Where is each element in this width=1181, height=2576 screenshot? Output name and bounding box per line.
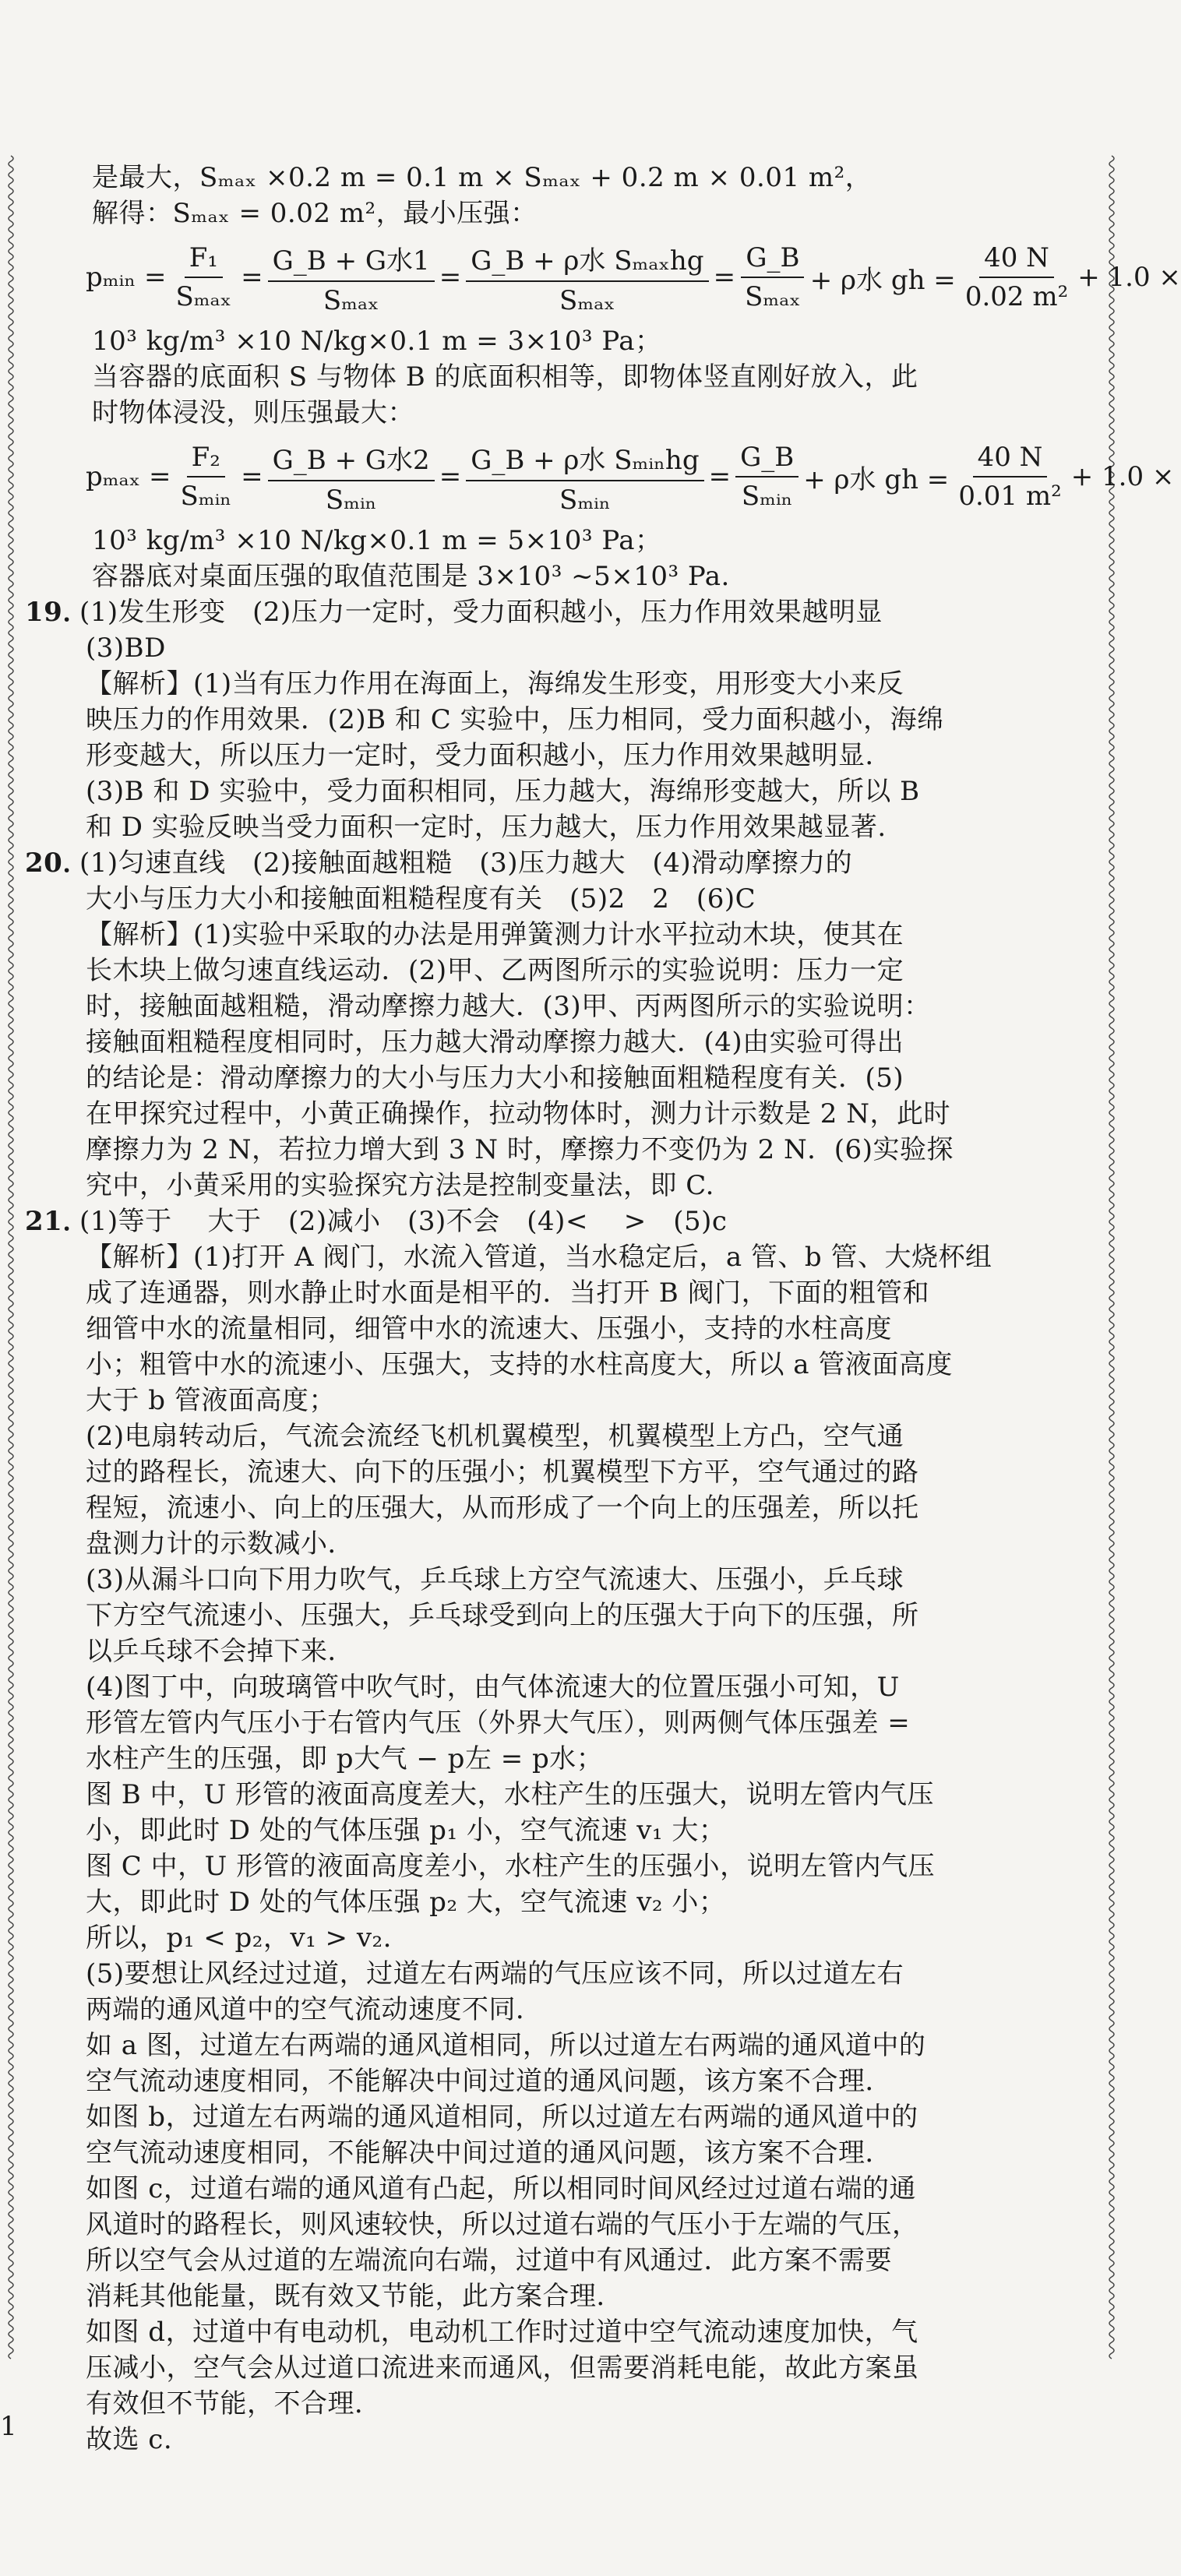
fraction xyxy=(466,439,703,516)
text-line: 解得：Sₘₐₓ = 0.02 m²，最小压强： xyxy=(92,198,538,229)
text-line: 图 B 中，U 形管的液面高度差大，水柱产生的压强大，说明左管内气压 xyxy=(86,1779,935,1810)
text-line: 图 C 中，U 形管的液面高度差小，水柱产生的压强小，说明左管内气压 xyxy=(86,1851,936,1882)
numerator: G_B + G水2 xyxy=(268,439,435,481)
numerator: G_B xyxy=(741,242,804,278)
text-line: 大于 b 管液面高度； xyxy=(86,1385,336,1416)
denominator: Sₘᵢₙ xyxy=(559,484,611,516)
answer-page xyxy=(25,160,1181,2458)
fraction xyxy=(961,242,1073,312)
denominator: Sₘₐₓ xyxy=(175,281,232,312)
formula-lhs: pₘₐₓ = xyxy=(86,461,171,492)
fraction xyxy=(466,239,708,316)
numerator: 40 N xyxy=(973,442,1048,477)
denominator: Sₘₐₓ xyxy=(745,281,801,312)
text-line: 有效但不节能，不合理． xyxy=(86,2388,382,2419)
text-line: 如图 b，过道左右两端的通风道相同，所以过道左右两端的通风道中的 xyxy=(86,2102,918,2133)
denominator: Sₘₐₓ xyxy=(323,284,379,316)
text-line: 的结论是：滑动摩擦力的大小与压力大小和接触面粗糙程度有关．(5) xyxy=(86,1062,904,1094)
numerator: 40 N xyxy=(979,242,1054,278)
text-line: 所以，p₁ < p₂，v₁ > v₂. xyxy=(86,1922,392,1954)
fraction xyxy=(268,239,435,316)
text-line: 10³ kg/m³ ×10 N/kg×0.1 m = 3×10³ Pa； xyxy=(92,326,662,357)
text-line: 成了连通器，则水静止时水面是相平的．当打开 B 阀门，下面的粗管和 xyxy=(86,1277,930,1309)
text-line: 时物体浸没，则压强最大： xyxy=(92,397,414,428)
page-number: 1 xyxy=(0,2411,17,2442)
question-20 xyxy=(25,845,1075,1203)
text-line: 故选 c. xyxy=(86,2424,173,2455)
text-line: 空气流动速度相同，不能解决中间过道的通风问题，该方案不合理． xyxy=(86,2066,892,2097)
text-line: 细管中水的流量相同，细管中水的流速大、压强小，支持的水柱高度 xyxy=(86,1313,892,1344)
text-line: (2)电扇转动后，气流会流经飞机机翼模型，机翼模型上方凸，空气通 xyxy=(86,1421,904,1452)
answer-text: (1)匀速直线 (2)接触面越粗糙 (3)压力越大 (4)滑动摩擦力的 xyxy=(79,848,853,879)
text-line: 形管左管内气压小于右管内气压（外界大气压），则两侧气体压强差 = xyxy=(86,1707,911,1739)
formula-lhs: pₘᵢₙ = xyxy=(86,262,167,293)
denominator: Sₘᵢₙ xyxy=(741,481,793,512)
question-first-line xyxy=(25,594,1075,630)
text-line: 10³ kg/m³ ×10 N/kg×0.1 m = 5×10³ Pa； xyxy=(92,525,662,556)
numerator: G_B xyxy=(735,442,798,477)
left-wavy-border xyxy=(5,156,17,2352)
text-line: 是最大，Sₘₐₓ ×0.2 m = 0.1 m × Sₘₐₓ + 0.2 m × 0.01 m²， xyxy=(92,162,873,193)
text-line: 水柱产生的压强，即 p大气 − p左 = p水； xyxy=(86,1743,604,1774)
text-line: 消耗其他能量，既有效又节能，此方案合理． xyxy=(86,2281,623,2312)
fraction xyxy=(954,442,1066,512)
text-line: 时，接触面越粗糙，滑动摩擦力越大．(3)甲、丙两图所示的实验说明： xyxy=(86,991,931,1022)
formula-tail: + 1.0 × xyxy=(1070,461,1175,492)
question-number: 21． xyxy=(25,1206,90,1237)
fraction xyxy=(735,442,798,512)
text-line: 摩擦力为 2 N，若拉力增大到 3 N 时，摩擦力不变仍为 2 N．(6)实验探 xyxy=(86,1134,954,1165)
text-line: 小，即此时 D 处的气体压强 p₁ 小，空气流速 v₁ 大； xyxy=(86,1815,726,1846)
numerator: F₁ xyxy=(185,242,223,278)
formula-max-pressure: pₘₐₓ = $\frac{\text{F₂}}{\text{Sₘᵢₙ}}$ = $\frac{\text{G\_B + G水2}}{\text{Sₘᵢₙ}}$ = $\frac{\text{G\_B + ρ水 Sₘᵢₙhg}}{\text{Sₘᵢₙ}}$ = $\frac{G\_B}{\text{Sₘᵢₙ}}$ + ρ水 gh = $\frac{40 N}{\text{0.01 m²}}$ + 1.0 × xyxy=(86,431,1075,523)
fraction xyxy=(268,439,435,516)
question-number: 20． xyxy=(25,848,90,879)
text-line: 【解析】(1)当有压力作用在海面上，海绵发生形变，用形变大小来反 xyxy=(86,668,904,700)
numerator: F₂ xyxy=(187,442,225,477)
text-line: 映压力的作用效果．(2)B 和 C 实验中，压力相同，受力面积越小，海绵 xyxy=(86,704,944,735)
text-line: 究中，小黄采用的实验探究方法是控制变量法，即 C. xyxy=(86,1170,714,1201)
question-first-line xyxy=(25,845,1075,881)
formula-min-pressure: pₘᵢₙ = $\frac{\text{F₁}}{\text{Sₘₐₓ}}$ = $\frac{\text{G\_B + G水1}}{\text{Sₘₐₓ}}$ = $\frac{\text{G\_B + ρ水 Sₘₐₓhg}}{\text{Sₘₐₓ}}$ = $\frac{G\_B}{\text{Sₘₐₓ}}$ + ρ水 gh = $\frac{40 N}{\text{0.02 m²}}$ + 1.0 × xyxy=(86,231,1075,323)
text-line: 空气流动速度相同，不能解决中间过道的通风问题，该方案不合理． xyxy=(86,2137,892,2169)
numerator: G_B + ρ水 Sₘᵢₙhg xyxy=(466,439,703,481)
text-line: (3)从漏斗口向下用力吹气，乒乓球上方空气流速大、压强小，乒乓球 xyxy=(86,1564,904,1595)
answer-text: (1)发生形变 (2)压力一定时，受力面积越小，压力作用效果越明显 xyxy=(79,597,883,628)
denominator: 0.02 m² xyxy=(964,281,1069,312)
fraction xyxy=(175,442,236,512)
answer-text: (1)等于 大于 (2)减小 (3)不会 (4)< > (5)c xyxy=(79,1206,728,1237)
text-line: 如图 d，过道中有电动机，电动机工作时过道中空气流动速度加快，气 xyxy=(86,2317,918,2348)
text-line: 所以空气会从过道的左端流向右端，过道中有风通过．此方案不需要 xyxy=(86,2245,892,2276)
numerator: G_B + G水1 xyxy=(268,239,435,282)
text-line: 如图 c，过道右端的通风道有凸起，所以相同时间风经过过道右端的通 xyxy=(86,2173,916,2204)
text-line: 过的路程长，流速大、向下的压强小；机翼模型下方平，空气通过的路 xyxy=(86,1457,919,1488)
denominator: Sₘₐₓ xyxy=(559,284,615,316)
text-line: 当容器的底面积 S 与物体 B 的底面积相等，即物体竖直刚好放入，此 xyxy=(92,361,918,393)
text-line: (3)BD xyxy=(86,633,166,664)
text-line: 以乒乓球不会掉下来． xyxy=(86,1636,354,1667)
text-line: 【解析】(1)实验中采取的办法是用弹簧测力计水平拉动木块，使其在 xyxy=(86,919,904,950)
formula-tail: + 1.0 × xyxy=(1077,262,1181,293)
text-line: (3)B 和 D 实验中，受力面积相同，压力越大，海绵形变越大，所以 B xyxy=(86,776,920,807)
denominator: Sₘᵢₙ xyxy=(325,484,377,516)
text-line: 形变越大，所以压力一定时，受力面积越小，压力作用效果越明显． xyxy=(86,740,892,771)
text-line: (4)图丁中，向玻璃管中吹气时，由气体流速大的位置压强小可知，U xyxy=(86,1672,900,1703)
text-line: 接触面粗糙程度相同时，压力越大滑动摩擦力越大．(4)由实验可得出 xyxy=(86,1027,904,1058)
text-line: 如 a 图，过道左右两端的通风道相同，所以过道左右两端的通风道中的 xyxy=(86,2030,926,2061)
text-line: 和 D 实验反映当受力面积一定时，压力越大，压力作用效果越显著. xyxy=(86,812,887,843)
denominator: 0.01 m² xyxy=(958,481,1062,512)
text-line: 压减小，空气会从过道口流进来而通风，但需要消耗电能，故此方案虽 xyxy=(86,2352,919,2384)
question-number: 19． xyxy=(25,597,90,628)
text-line: 盘测力计的示数减小． xyxy=(86,1528,354,1559)
text-line: 长木块上做匀速直线运动．(2)甲、乙两图所示的实验说明：压力一定 xyxy=(86,955,904,986)
text-line: 在甲探究过程中，小黄正确操作，拉动物体时，测力计示数是 2 N，此时 xyxy=(86,1098,950,1129)
fraction xyxy=(740,242,806,312)
text-line: 风道时的路程长，则风速较快，所以过道右端的气压小于左端的气压， xyxy=(86,2209,919,2240)
formula-mid: + ρ水 gh = xyxy=(809,264,956,296)
text-line: 容器底对桌面压强的取值范围是 3×10³ ~5×10³ Pa. xyxy=(92,561,730,592)
fraction xyxy=(171,242,236,312)
text-line: 程短，流速小、向上的压强大，从而形成了一个向上的压强差，所以托 xyxy=(86,1492,919,1524)
question-first-line xyxy=(25,1203,1075,1239)
text-line: 【解析】(1)打开 A 阀门，水流入管道，当水稳定后，a 管、b 管、大烧杯组 xyxy=(86,1242,992,1273)
text-line: (5)要想让风经过过道，过道左右两端的气压应该不同，所以过道左右 xyxy=(86,1958,904,1989)
text-line: 小；粗管中水的流速小、压强大，支持的水柱高度大，所以 a 管液面高度 xyxy=(86,1349,953,1380)
denominator: Sₘᵢₙ xyxy=(180,481,232,512)
text-line: 两端的通风道中的空气流动速度不同． xyxy=(86,1994,543,2025)
text-line: 下方空气流速小、压强大，乒乓球受到向上的压强大于向下的压强，所 xyxy=(86,1600,919,1631)
formula-mid: + ρ水 gh = xyxy=(803,463,950,495)
question-21 xyxy=(25,1203,1075,2458)
numerator: G_B + ρ水 Sₘₐₓhg xyxy=(466,239,708,282)
text-line: 大，即此时 D 处的气体压强 p₂ 大，空气流速 v₂ 小； xyxy=(86,1887,726,1918)
text-line: 大小与压力大小和接触面粗糙程度有关 (5)2 2 (6)C xyxy=(86,883,756,914)
question-19 xyxy=(25,594,1075,845)
